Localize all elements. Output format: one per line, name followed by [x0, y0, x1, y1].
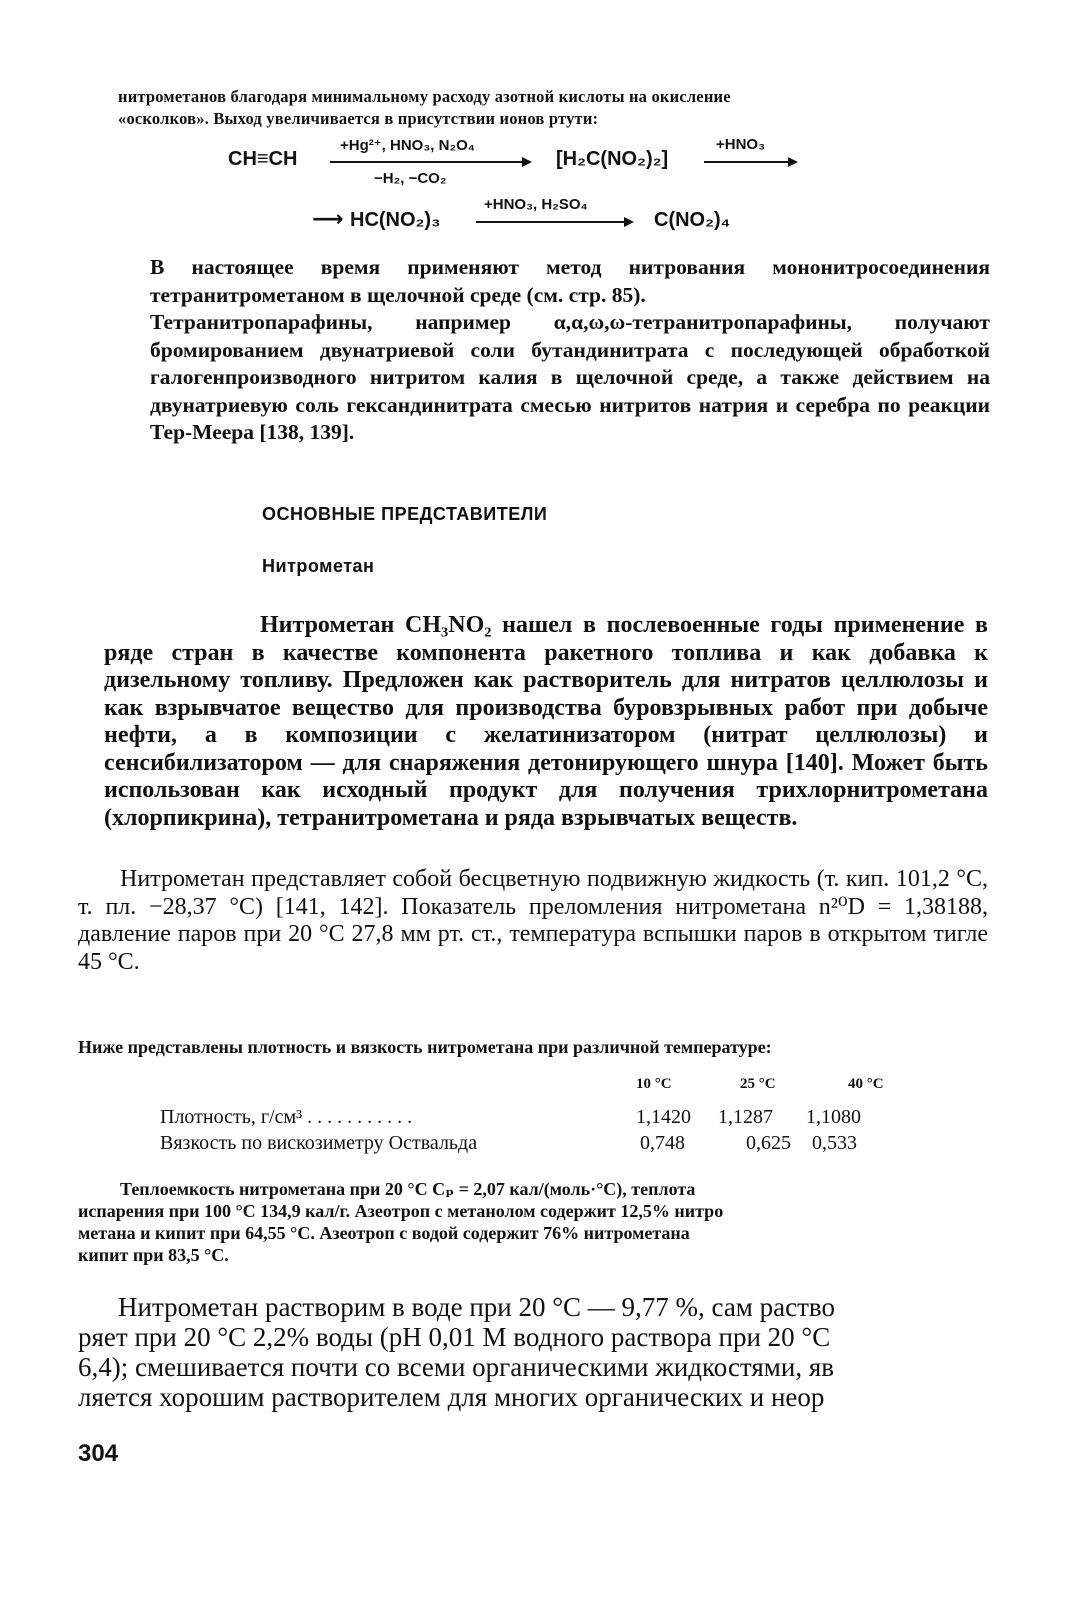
cell-value: 0,533 [812, 1132, 857, 1154]
reactant-acetylene: CH≡CH [228, 148, 298, 170]
paragraph-nitromethane-properties: Нитрометан представляет собой бесцветную подвижную жидкость (т. кип. 101,2 °С, т. пл. −28,37 °С) [141, 142]. Показатель преломления нитрометана n²⁰D = 1,38188, давление паров при 20 °С 27,8 мм рт. ст., температура вспышки паров в открытом тигле 45 °С. [78, 866, 988, 975]
page-number: 304 [78, 1440, 119, 1467]
notes-line: метана и кипит при 64,55 °С. Азеотроп с водой содержит 76% нитрометана [78, 1223, 690, 1243]
table-header: 25 °С [740, 1076, 776, 1092]
solubility-line: ряет при 20 °С 2,2% воды (pH 0,01 М водного раствора при 20 °С [78, 1322, 831, 1352]
table-header: 40 °С [848, 1076, 884, 1092]
subheading-nitromethane: Нитрометан [262, 556, 375, 576]
cell-value: 0,625 [746, 1132, 791, 1154]
reaction-arrow-4 [476, 221, 632, 223]
paragraph-nitration-method: В настоящее время применяют метод нитрования мононитросоединения тетранитрометаном в щелочной среде (см. стр. 85). [150, 255, 990, 307]
section-heading: ОСНОВНЫЕ ПРЕДСТАВИТЕЛИ [262, 504, 548, 524]
table-intro: Ниже представлены плотность и вязкость нитрометана при различной температуре: [78, 1037, 772, 1057]
intro-line: нитрометанов благодаря минимальному расходу азотной кислоты на окисление [118, 87, 731, 106]
solubility-line: ляется хорошим растворителем для многих органических и неор [78, 1382, 825, 1412]
thermal-notes [78, 1178, 993, 1266]
cell-value: 1,1080 [806, 1106, 861, 1128]
row-label: Вязкость по вискозиметру Оствальда [160, 1132, 478, 1154]
step1-conditions-below: −H₂, −CO₂ [374, 170, 447, 187]
intro-line: «осколков». Выход увеличивается в присутствии ионов ртути: [118, 109, 599, 128]
row-label: Плотность, г/см³ . . . . . . . . . . . [160, 1106, 413, 1128]
notes-line: испарения при 100 °С 134,9 кал/г. Азеотроп с метанолом содержит 12,5% нитро [78, 1201, 724, 1221]
notes-line: Теплоемкость нитрометана при 20 °С Cₚ = 2,07 кал/(моль·°С), теплота [120, 1179, 696, 1199]
table-header: 10 °С [636, 1076, 672, 1092]
solubility-line: Нитрометан растворим в воде при 20 °С — 9,77 %, сам раство [118, 1292, 835, 1322]
step1-conditions-above: +Hg²⁺, HNO₃, N₂O₄ [340, 137, 475, 154]
step3-conditions-above: +HNO₃, H₂SO₄ [484, 196, 588, 213]
product-tetranitromethane: C(NO₂)₄ [654, 209, 731, 231]
product-trinitromethane: HC(NO₂)₃ [350, 209, 441, 231]
notes-line: кипит при 83,5 °С. [78, 1245, 229, 1265]
intermediate-dinitromethane: [H₂C(NO₂)₂] [556, 148, 669, 170]
cell-value: 1,1420 [636, 1106, 691, 1128]
paragraph-nitromethane-uses: Нитрометан CH₃NO₂ нашел в послевоенные годы применение в ряде стран в качестве компонента ракетного топлива и как добавка к дизельному топливу. Предложен как растворитель для нитратов целлюлозы и как взрывчатое вещество для производства буровзрывных работ при добыче нефти, а в композиции с желатинизатором (нитрат целлюлозы) и сенсибилизатором — для снаряжения детонирующего шнура [140]. Может быть использован как исходный продукт для получения трихлорнитрометана (хлорпикрина), тетранитрометана и ряда взрывчатых веществ. [104, 612, 988, 831]
reaction-arrow-1 [330, 161, 530, 163]
reaction-arrow-3-start: ⟶ [312, 206, 344, 231]
step2-conditions-above: +HNO₃ [716, 136, 766, 153]
solubility-line: 6,4); смешивается почти со всеми органическими жидкостями, яв [78, 1352, 834, 1382]
cell-value: 1,1287 [718, 1106, 773, 1128]
cell-value: 0,748 [640, 1132, 685, 1154]
reaction-arrow-2 [704, 161, 796, 163]
paragraph-solubility [78, 1292, 993, 1412]
paragraph-tetranitroparaffins: Тетранитропарафины, например α,α,ω,ω-тетранитропарафины, получают бромированием двунатриевой соли бутандинитрата с последующей обработкой галогенпроизводного нитритом калия в щелочной среде, а также действием на двунатриевую соль гександинитрата смесью нитритов натрия и серебра по реакции Тер-Меера [138, 139]. [150, 310, 990, 444]
intro-text [118, 86, 988, 130]
